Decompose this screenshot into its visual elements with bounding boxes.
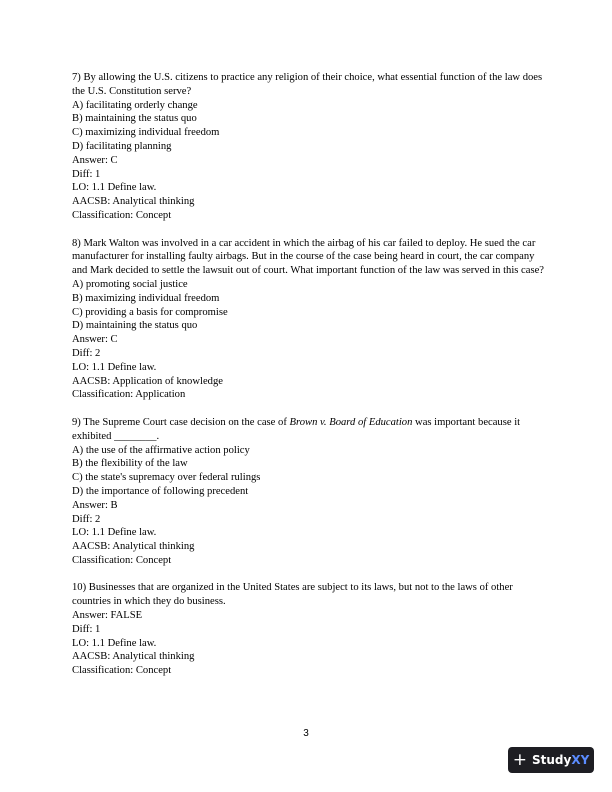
answer: Answer: B xyxy=(72,499,118,511)
aacsb-tag: AACSB: Analytical thinking xyxy=(72,651,195,663)
aacsb-tag: AACSB: Analytical thinking xyxy=(72,541,195,553)
brand-main: Study xyxy=(531,753,572,767)
difficulty: Diff: 2 xyxy=(72,347,101,359)
option-d: D) maintaining the status quo xyxy=(72,320,198,332)
brand-name xyxy=(532,753,589,767)
learning-objective: LO: 1.1 Define law. xyxy=(72,527,157,539)
aacsb-tag: AACSB: Analytical thinking xyxy=(72,196,195,208)
learning-objective: LO: 1.1 Define law. xyxy=(72,182,157,194)
option-c: C) maximizing individual freedom xyxy=(72,127,220,139)
question-text-start: 9) The Supreme Court case decision on the case of xyxy=(72,416,290,428)
answer: Answer: FALSE xyxy=(72,610,143,622)
question-text: 10) Businesses that are organized in the United States are subject to its laws, but not to the laws of other countries in which they do business. xyxy=(72,582,513,608)
page-number: 3 xyxy=(303,728,309,739)
classification: Classification: Concept xyxy=(72,209,172,221)
option-c: C) the state's supremacy over federal rulings xyxy=(72,472,261,484)
option-d: D) facilitating planning xyxy=(72,140,172,152)
studyxy-badge[interactable] xyxy=(508,747,594,773)
option-a: A) facilitating orderly change xyxy=(72,99,198,111)
aacsb-tag: AACSB: Application of knowledge xyxy=(72,375,223,387)
classification: Classification: Application xyxy=(72,389,186,401)
option-a: A) the use of the affirmative action policy xyxy=(72,444,250,456)
learning-objective: LO: 1.1 Define law. xyxy=(72,361,157,373)
question-text xyxy=(72,416,547,444)
answer: Answer: C xyxy=(72,154,118,166)
option-d: D) the importance of following precedent xyxy=(72,485,249,497)
question-block-9 xyxy=(72,416,547,568)
option-b: B) maximizing individual freedom xyxy=(72,292,220,304)
answer: Answer: C xyxy=(72,334,118,346)
question-block-10 xyxy=(72,581,547,678)
question-list xyxy=(72,71,547,692)
option-b: B) the flexibility of the law xyxy=(72,458,188,470)
question-text-end: was important because it exhibited ________. xyxy=(72,416,521,442)
option-b: B) maintaining the status quo xyxy=(72,113,197,125)
difficulty: Diff: 2 xyxy=(72,513,101,525)
learning-objective: LO: 1.1 Define law. xyxy=(72,637,157,649)
difficulty: Diff: 1 xyxy=(72,168,101,180)
classification: Classification: Concept xyxy=(72,554,172,566)
brand-accent: XY xyxy=(571,753,590,767)
question-block-8 xyxy=(72,237,547,403)
case-name: Brown v. Board of Education xyxy=(289,416,413,428)
plus-icon: + xyxy=(512,749,527,770)
question-text: 8) Mark Walton was involved in a car accident in which the airbag of his car failed to deploy. He sued the car manufacturer for installing faulty airbags. But in the course of the case being heard in court, the car company and Mark decided to settle the lawsuit out of court. What important function of the law was served in this case? xyxy=(72,237,544,277)
difficulty: Diff: 1 xyxy=(72,623,101,635)
option-c: C) providing a basis for compromise xyxy=(72,306,228,318)
classification: Classification: Concept xyxy=(72,665,172,677)
question-block-7 xyxy=(72,71,547,223)
question-text: 7) By allowing the U.S. citizens to practice any religion of their choice, what essential function of the law does the U.S. Constitution serve? xyxy=(72,72,543,97)
option-a: A) promoting social justice xyxy=(72,278,188,290)
